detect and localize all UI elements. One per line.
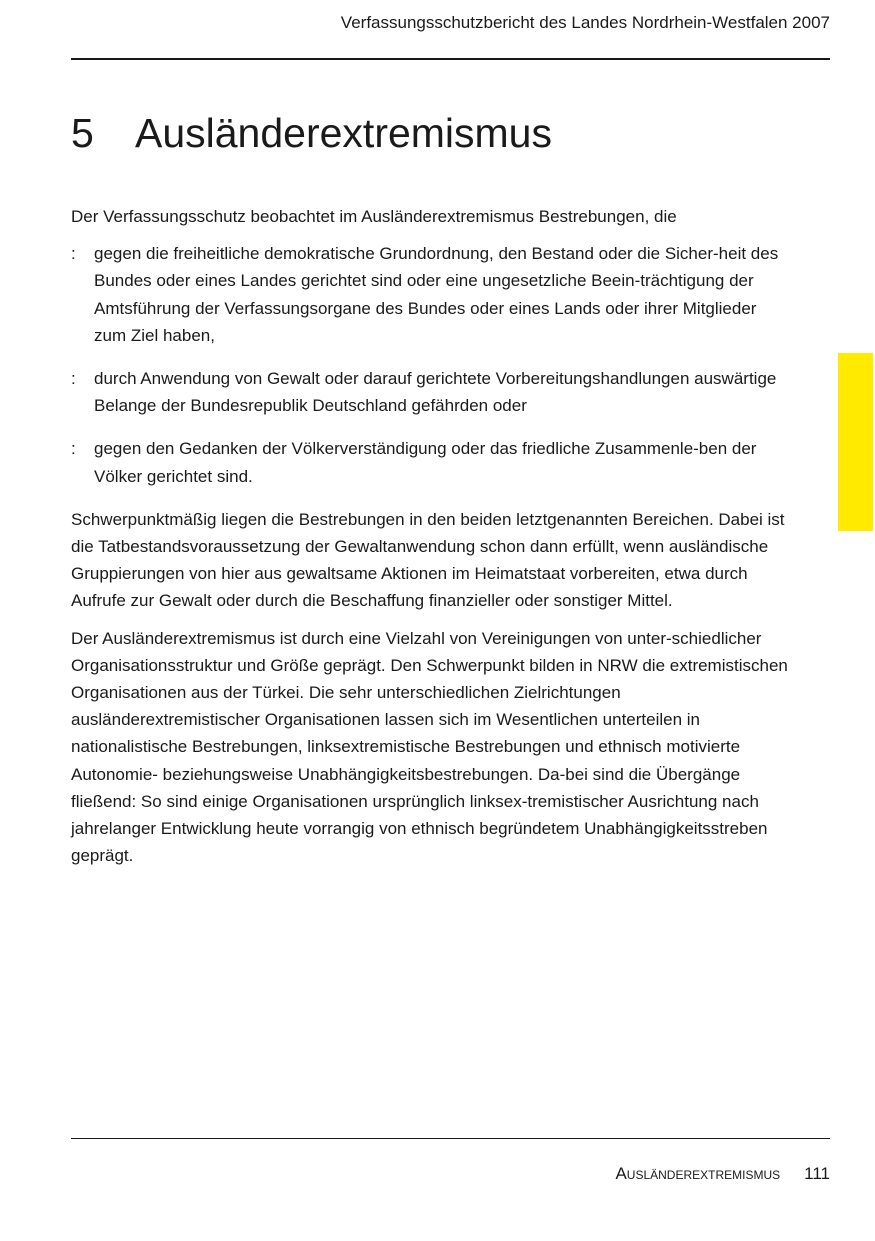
list-item [71,365,791,419]
list-item-text: durch Anwendung von Gewalt oder darauf gerichtete Vorbereitungshandlungen auswärtige Belange der Bundesrepublik Deutschland gefährden oder [94,369,777,416]
list-item-text: gegen den Gedanken der Völkerverständigung oder das friedliche Zusammenle-ben der Völker gerichtet sind. [94,439,757,486]
running-header: Verfassungsschutzbericht des Landes Nordrhein-Westfalen 2007 [340,13,830,32]
chapter-title-text: Ausländerextremismus [135,110,552,156]
page-number: 111 [804,1164,830,1183]
list-bullet: : [71,439,76,459]
chapter-number: 5 [71,110,94,156]
intro-paragraph: Der Verfassungsschutz beobachtet im Ausländerextremismus Bestrebungen, die [71,207,677,226]
list-item [71,240,791,349]
footer-section-name: Ausländerextremismus [615,1164,781,1183]
paragraph: Schwerpunktmäßig liegen die Bestrebungen in den beiden letztgenannten Bereichen. Dabei ist die Tatbestandsvoraussetzung der Gewaltanwendung schon dann erfüllt, wenn ausländische Gruppierungen von hier aus gewaltsame Aktionen im Heimatstaat vorbereiten, etwa durch Aufrufe zur Gewalt oder durch die Beschaffung finanzieller oder sonstiger Mittel. [71,509,785,611]
paragraph: Der Ausländerextremismus ist durch eine Vielzahl von Vereinigungen von unter-schiedlicher Organisationsstruktur und Größe geprägt. Den Schwerpunkt bilden in NRW die extremistischen Organisationen aus der Türkei. Die sehr unterschiedlichen Zielrichtungen ausländerextremistischer Organisationen lassen sich im Wesentlichen unterteilen in nationalistische Bestrebungen, linksextremistische Bestrebungen und ethnisch motivierte Autonomie- beziehungsweise Unabhängigkeitsbestrebungen. Da-bei sind die Übergänge fließend: So sind einige Organisationen ursprünglich linksex-tremistischer Ausrichtung nach jahrelanger Entwicklung heute vorrangig von ethnisch begründetem Unabhängigkeitsstreben geprägt. [71,628,788,866]
chapter-color-tab [838,353,873,531]
list-item [71,435,791,489]
chapter-title [71,110,552,157]
list-item-text: gegen die freiheitliche demokratische Grundordnung, den Bestand oder die Sicher-heit des Bundes oder eines Landes gerichtet sind oder eine ungesetzliche Beein-trächtigung der Amtsführung der Verfassungsorgane des Bundes oder eines Lands oder ihrer Mitglieder zum Ziel haben, [94,244,779,345]
page-footer [615,1164,830,1184]
criteria-list [71,240,791,490]
footer-divider [71,1138,830,1139]
header-divider [71,58,830,60]
list-bullet: : [71,244,76,264]
body-text [71,203,791,879]
list-bullet: : [71,369,76,389]
